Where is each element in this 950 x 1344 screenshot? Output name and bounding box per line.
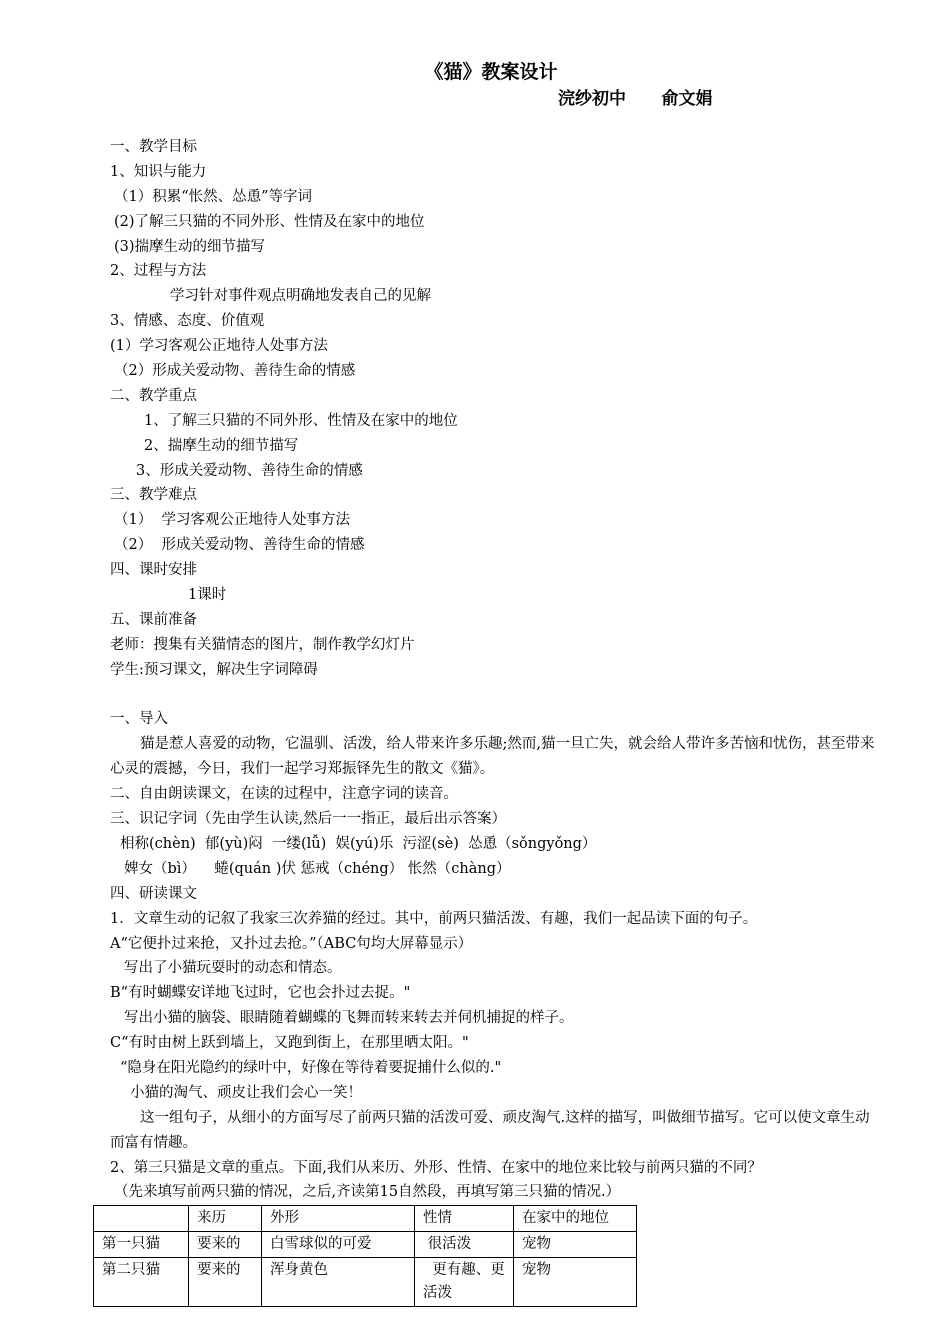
- text-line: 一、教学目标: [110, 139, 197, 155]
- table-header-cell: 性情: [415, 1206, 514, 1232]
- text-line: 3、情感、态度、价值观: [110, 313, 265, 330]
- table-header-row: [94, 1206, 637, 1232]
- text-line: 相称(chèn) 郁(yù)闷 一缕(lǚ) 娱(yú)乐 污涩(sè) 怂恿（sǒngyǒng）: [120, 835, 597, 852]
- text-line: 1、知识与能力: [110, 163, 207, 180]
- table-cell: 更有趣、更活泼: [415, 1258, 514, 1307]
- page-title: 《猫》教案设计: [424, 61, 558, 83]
- text-line: 猫是惹人喜爱的动物，它温驯、活泼，给人带来许多乐趣;然而,猫一旦亡失，就会给人带许多苦恼和忧伤，甚至带来心灵的震撼，今日，我们一起学习郑振铎先生的散文《猫》。: [110, 736, 875, 778]
- text-line: 2、第三只猫是文章的重点。下面,我们从来历、外形、性情、在家中的地位来比较与前两只猫的不同？: [110, 1159, 762, 1176]
- author-line: 浣纱初中 俞文娟: [558, 89, 713, 109]
- text-line: （1） 学习客观公正地待人处事方法: [114, 512, 350, 529]
- text-line: 三、识记字词（先由学生认读,然后一一指正，最后出示答案）: [110, 811, 507, 828]
- text-line: （1）积累“怅然、怂恿”等字词: [114, 188, 313, 205]
- text-line: 2、过程与方法: [110, 263, 207, 280]
- text-line: 写出小猫的脑袋、眼睛随着蝴蝶的飞舞而转来转去并伺机捕捉的样子。: [124, 1010, 574, 1027]
- text-line: 老师：搜集有关猫情态的图片，制作教学幻灯片: [110, 636, 415, 653]
- text-line: 写出了小猫玩耍时的动态和情态。: [124, 960, 342, 977]
- text-line: 这一组句子，从细小的方面写尽了前两只猫的活泼可爱、顽皮淘气.这样的描写，叫做细节描写。它可以使文章生动而富有情趣。: [110, 1109, 870, 1151]
- cat-comparison-table: [93, 1205, 637, 1307]
- text-line: 三、教学难点: [110, 487, 197, 504]
- text-line: 1．文章生动的记叙了我家三次养猫的经过。其中，前两只猫活泼、有趣，我们一起品读下面的句子。: [110, 910, 758, 927]
- table-cell: 宠物: [514, 1258, 637, 1307]
- text-line: 五、课前准备: [110, 611, 197, 628]
- table-header-cell: 外形: [262, 1206, 415, 1232]
- table-header-cell: 来历: [189, 1206, 262, 1232]
- text-line: (1）学习客观公正地待人处事方法: [110, 338, 328, 355]
- table-cell: 白雪球似的可爱: [262, 1232, 415, 1258]
- table-cell: 要来的: [189, 1258, 262, 1307]
- text-line: 一、导入: [110, 711, 168, 728]
- text-line: “隐身在阳光隐约的绿叶中，好像在等待着要捉捕什么似的.": [120, 1059, 502, 1076]
- text-line: （2） 形成关爱动物、善待生命的情感: [114, 537, 365, 554]
- text-line: 二、教学重点: [110, 387, 197, 404]
- text-line: 2、揣摩生动的细节描写: [144, 437, 299, 454]
- text-line: 1课时: [188, 587, 227, 604]
- text-line: 学习针对事件观点明确地发表自己的见解: [170, 288, 431, 305]
- text-line: 1、了解三只猫的不同外形、性情及在家中的地位: [144, 412, 458, 429]
- lesson-body: [110, 135, 880, 1205]
- table-header-cell: 在家中的地位: [514, 1206, 637, 1232]
- text-line: 学生:预习课文，解决生字词障碍: [110, 661, 318, 678]
- text-line: 二、自由朗读课文，在读的过程中，注意字词的读音。: [110, 786, 458, 803]
- text-line: B“有时蝴蝶安详地飞过时，它也会扑过去捉。": [110, 985, 411, 1002]
- table-cell: 很活泼: [415, 1232, 514, 1258]
- text-line: 小猫的淘气、顽皮让我们会心一笑！: [130, 1084, 362, 1101]
- table-row: [94, 1232, 637, 1258]
- table-cell: 第二只猫: [94, 1258, 189, 1307]
- text-line: (2)了解三只猫的不同外形、性情及在家中的地位: [114, 213, 425, 230]
- text-line: (3)揣摩生动的细节描写: [114, 238, 266, 255]
- text-line: 四、课时安排: [110, 562, 197, 579]
- text-line: 3、形成关爱动物、善待生命的情感: [136, 462, 363, 479]
- blank-line: [110, 683, 880, 708]
- table-cell: 宠物: [514, 1232, 637, 1258]
- table-header-cell: [94, 1206, 189, 1232]
- text-line: （2）形成关爱动物、善待生命的情感: [114, 363, 356, 380]
- table-cell: 浑身黄色: [262, 1258, 415, 1307]
- table-cell: 第一只猫: [94, 1232, 189, 1258]
- text-line: （先来填写前两只猫的情况，之后,齐读第15自然段，再填写第三只猫的情况.）: [114, 1184, 621, 1201]
- table-row: [94, 1258, 637, 1307]
- text-line: C“有时由树上跃到墙上，又跑到街上，在那里晒太阳。": [110, 1035, 469, 1052]
- text-line: A“它便扑过来抢，又扑过去抢。”（ABC句均大屏幕显示）: [110, 935, 473, 952]
- text-line: 婢女（bì） 蜷(quán )伏 惩戒（chéng） 怅然（chàng）: [124, 860, 511, 877]
- text-line: 四、研读课文: [110, 885, 197, 902]
- table-cell: 要来的: [189, 1232, 262, 1258]
